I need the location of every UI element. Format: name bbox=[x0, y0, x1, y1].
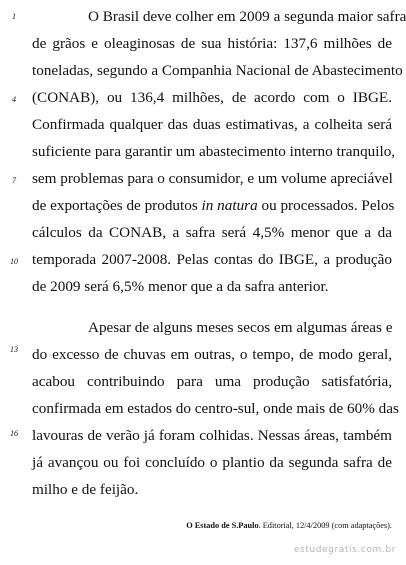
text-line: suficiente para garantir um abastecimento interno tranquilo, bbox=[32, 143, 396, 160]
text-line: de 2009 será 6,5% menor que a da safra anterior. bbox=[32, 278, 329, 295]
text-segment: de exportações de produtos bbox=[32, 197, 202, 214]
text-line: do excesso de chuvas em outras, o tempo, de modo geral, bbox=[32, 346, 392, 363]
line-number: 10 bbox=[10, 257, 18, 266]
text-line: Apesar de alguns meses secos em algumas áreas e bbox=[88, 319, 393, 336]
text-line: lavouras de verão já foram colhidas. Nessas áreas, também bbox=[32, 427, 392, 444]
source-publication: O Estado de S.Paulo bbox=[186, 521, 259, 530]
text-line: milho e de feijão. bbox=[32, 481, 139, 498]
text-line: confirmada em estados do centro-sul, onde mais de 60% das bbox=[32, 400, 399, 417]
text-line bbox=[32, 192, 395, 219]
text-line: cálculos da CONAB, a safra será 4,5% menor que a da bbox=[32, 224, 392, 241]
text-line: temporada 2007-2008. Pelas contas do IBGE, a produção bbox=[32, 251, 392, 268]
text-line: (CONAB), ou 136,4 milhões, de acordo com o IBGE. bbox=[32, 89, 392, 106]
line-number: 1 bbox=[12, 12, 16, 21]
italic-term: in natura bbox=[201, 197, 258, 214]
text-line: O Brasil deve colher em 2009 a segunda maior safra bbox=[88, 8, 406, 25]
line-number: 4 bbox=[12, 95, 16, 104]
text-line: sem problemas para o consumidor, e um volume apreciável bbox=[32, 170, 393, 187]
line-number: 7 bbox=[12, 176, 16, 185]
text-line: já avançou ou foi concluído o plantio da segunda safra de bbox=[32, 454, 392, 471]
text-segment: ou processados. Pelos bbox=[257, 197, 395, 214]
text-line: de grãos e oleaginosas de sua história: 137,6 milhões de bbox=[32, 35, 392, 52]
source-details: . Editorial, 12/4/2009 (com adaptações). bbox=[258, 521, 392, 530]
line-number: 13 bbox=[10, 345, 18, 354]
text-line: Confirmada qualquer das duas estimativas, a colheita será bbox=[32, 116, 392, 133]
site-watermark: estudegratis.com.br bbox=[293, 545, 396, 555]
source-citation bbox=[186, 520, 392, 532]
text-line: toneladas, segundo a Companhia Nacional de Abastecimento bbox=[32, 62, 403, 79]
line-number: 16 bbox=[10, 429, 18, 438]
text-line: acabou contribuindo para uma produção satisfatória, bbox=[32, 373, 392, 390]
